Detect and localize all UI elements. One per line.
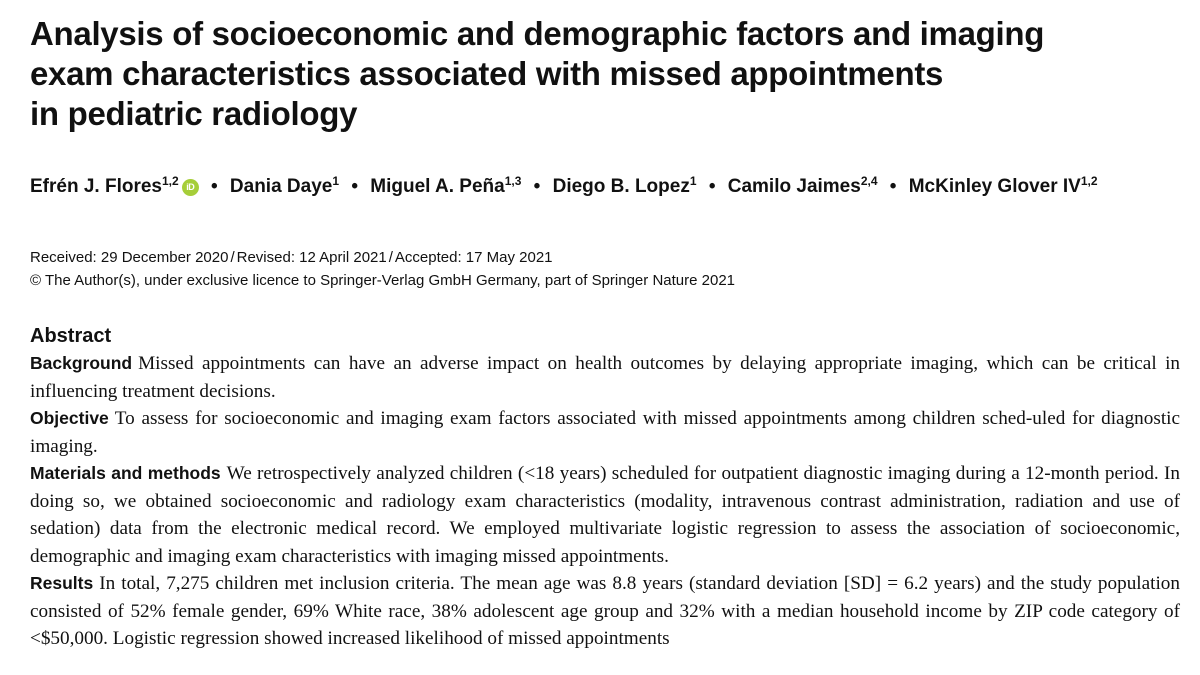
copyright-notice: © The Author(s), under exclusive licence to Springer-Verlag GmbH Germany, part of Springer Nature 2021 [30, 272, 735, 289]
author-name[interactable]: Dania Daye [229, 176, 333, 197]
article-title [30, 14, 1130, 134]
abstract-methods [30, 460, 1180, 570]
received-date: Received: 29 December 2020 [30, 249, 229, 266]
date-separator: / [230, 249, 235, 266]
author-affiliation: 1,2 [162, 174, 179, 188]
author-name[interactable]: McKinley Glover IV [908, 176, 1081, 197]
section-label: Materials and methods [30, 463, 221, 483]
abstract-heading: Abstract [30, 325, 112, 347]
section-label: Background [30, 353, 133, 373]
author-affiliation: 1,2 [1080, 174, 1098, 188]
author-list [30, 172, 1190, 202]
title-line-3: in pediatric radiology [30, 95, 358, 132]
history-dates [30, 246, 1190, 269]
section-label: Objective [30, 408, 109, 428]
section-label: Results [30, 573, 94, 593]
revised-date: Revised: 12 April 2021 [236, 249, 387, 266]
author-separator: • [708, 176, 716, 197]
title-line-2: exam characteristics associated with missed appointments [30, 55, 944, 92]
abstract-background [30, 350, 1180, 405]
author-affiliation: 1 [689, 174, 697, 188]
orcid-icon[interactable]: iD [182, 179, 199, 196]
author-name[interactable]: Miguel A. Peña [370, 176, 505, 197]
author-separator: • [351, 176, 358, 197]
author-name[interactable]: Camilo Jaimes [727, 176, 861, 197]
article-history [30, 246, 1190, 292]
section-text: We retrospectively analyzed children (<18 years) scheduled for outpatient diagnostic imaging during a 12-month period. In doing so, we obtained socioeconomic and radiology exam characteristics (modality, intravenous contrast administration, radiation and use of sedation) data from the electronic medical record. We employed multivariate logistic regression to assess the association of socioeconomic, demographic and imaging exam characteristics with imaging missed appointments. [30, 463, 1180, 567]
abstract-body [30, 350, 1180, 653]
title-line-1: Analysis of socioeconomic and demographic factors and imaging [30, 15, 1045, 52]
accepted-date: Accepted: 17 May 2021 [394, 249, 553, 266]
author-name[interactable]: Efrén J. Flores [30, 176, 162, 197]
author-separator: • [210, 176, 218, 197]
author-affiliation: 1,3 [504, 174, 522, 188]
section-text: To assess for socioeconomic and imaging exam factors associated with missed appointments among children sched-uled for diagnostic imaging. [30, 408, 1180, 457]
section-text: Missed appointments can have an adverse impact on health outcomes by delaying appropriate imaging, which can be critical in influencing treatment decisions. [30, 353, 1180, 402]
author-separator: • [889, 176, 897, 197]
section-text: In total, 7,275 children met inclusion criteria. The mean age was 8.8 years (standard deviation [SD] = 6.2 years) and the study population consisted of 52% female gender, 69% White race, 38% adolescent age group and 32% with a median household income by ZIP code category of <$50,000. Logistic regression showed increased likelihood of missed appointments [30, 573, 1180, 649]
author-affiliation: 2,4 [860, 174, 878, 188]
abstract-results [30, 570, 1180, 653]
author-separator: • [533, 176, 541, 197]
author-affiliation: 1 [332, 174, 340, 188]
abstract-objective [30, 405, 1180, 460]
date-separator: / [388, 249, 393, 266]
author-name[interactable]: Diego B. Lopez [552, 176, 690, 197]
